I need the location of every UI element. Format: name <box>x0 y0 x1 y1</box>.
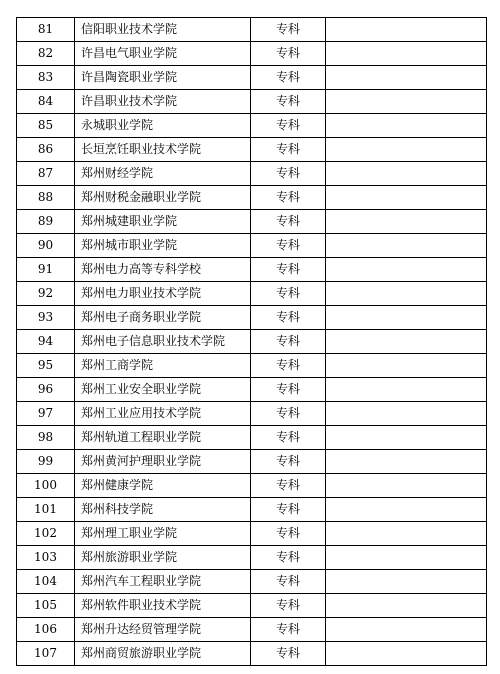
table-row <box>17 570 487 594</box>
table-row <box>17 138 487 162</box>
education-level-cell: 专科 <box>251 546 326 570</box>
table-row <box>17 90 487 114</box>
remark-cell <box>326 138 487 162</box>
institution-name-cell: 郑州工业应用技术学院 <box>75 402 251 426</box>
remark-cell <box>326 498 487 522</box>
row-number-cell: 84 <box>17 90 75 114</box>
education-level-cell: 专科 <box>251 18 326 42</box>
table-row <box>17 594 487 618</box>
institution-name-cell: 郑州城市职业学院 <box>75 234 251 258</box>
table-row <box>17 282 487 306</box>
table-row <box>17 522 487 546</box>
education-level-cell: 专科 <box>251 378 326 402</box>
row-number-cell: 95 <box>17 354 75 378</box>
institution-name-cell: 郑州电力高等专科学校 <box>75 258 251 282</box>
table-row <box>17 210 487 234</box>
row-number-cell: 89 <box>17 210 75 234</box>
row-number-cell: 90 <box>17 234 75 258</box>
remark-cell <box>326 66 487 90</box>
remark-cell <box>326 282 487 306</box>
institution-name-cell: 许昌职业技术学院 <box>75 90 251 114</box>
table-row <box>17 330 487 354</box>
row-number-cell: 92 <box>17 282 75 306</box>
remark-cell <box>326 186 487 210</box>
table-row <box>17 378 487 402</box>
remark-cell <box>326 474 487 498</box>
row-number-cell: 102 <box>17 522 75 546</box>
institution-name-cell: 郑州电力职业技术学院 <box>75 282 251 306</box>
remark-cell <box>326 258 487 282</box>
remark-cell <box>326 426 487 450</box>
institution-name-cell: 郑州汽车工程职业学院 <box>75 570 251 594</box>
education-level-cell: 专科 <box>251 570 326 594</box>
table-row <box>17 498 487 522</box>
row-number-cell: 82 <box>17 42 75 66</box>
education-level-cell: 专科 <box>251 282 326 306</box>
remark-cell <box>326 210 487 234</box>
institution-name-cell: 郑州升达经贸管理学院 <box>75 618 251 642</box>
row-number-cell: 85 <box>17 114 75 138</box>
table-row <box>17 402 487 426</box>
remark-cell <box>326 18 487 42</box>
remark-cell <box>326 162 487 186</box>
table-body <box>17 18 487 666</box>
remark-cell <box>326 42 487 66</box>
institution-name-cell: 郑州工业安全职业学院 <box>75 378 251 402</box>
education-level-cell: 专科 <box>251 258 326 282</box>
institution-name-cell: 郑州工商学院 <box>75 354 251 378</box>
table-row <box>17 546 487 570</box>
row-number-cell: 96 <box>17 378 75 402</box>
row-number-cell: 98 <box>17 426 75 450</box>
education-level-cell: 专科 <box>251 354 326 378</box>
row-number-cell: 97 <box>17 402 75 426</box>
education-level-cell: 专科 <box>251 162 326 186</box>
education-level-cell: 专科 <box>251 66 326 90</box>
remark-cell <box>326 450 487 474</box>
institution-name-cell: 郑州轨道工程职业学院 <box>75 426 251 450</box>
remark-cell <box>326 570 487 594</box>
remark-cell <box>326 594 487 618</box>
row-number-cell: 100 <box>17 474 75 498</box>
table-row <box>17 450 487 474</box>
education-level-cell: 专科 <box>251 522 326 546</box>
table-row <box>17 18 487 42</box>
remark-cell <box>326 522 487 546</box>
education-level-cell: 专科 <box>251 402 326 426</box>
row-number-cell: 106 <box>17 618 75 642</box>
education-level-cell: 专科 <box>251 186 326 210</box>
row-number-cell: 99 <box>17 450 75 474</box>
table-row <box>17 114 487 138</box>
institution-name-cell: 郑州商贸旅游职业学院 <box>75 642 251 666</box>
institution-name-cell: 郑州旅游职业学院 <box>75 546 251 570</box>
institution-name-cell: 永城职业学院 <box>75 114 251 138</box>
education-level-cell: 专科 <box>251 642 326 666</box>
education-level-cell: 专科 <box>251 210 326 234</box>
institution-name-cell: 郑州理工职业学院 <box>75 522 251 546</box>
row-number-cell: 83 <box>17 66 75 90</box>
institution-name-cell: 郑州科技学院 <box>75 498 251 522</box>
table-row <box>17 354 487 378</box>
row-number-cell: 94 <box>17 330 75 354</box>
institution-name-cell: 郑州健康学院 <box>75 474 251 498</box>
education-level-cell: 专科 <box>251 330 326 354</box>
education-level-cell: 专科 <box>251 90 326 114</box>
table-row <box>17 618 487 642</box>
row-number-cell: 103 <box>17 546 75 570</box>
institution-name-cell: 长垣烹饪职业技术学院 <box>75 138 251 162</box>
remark-cell <box>326 402 487 426</box>
row-number-cell: 81 <box>17 18 75 42</box>
row-number-cell: 87 <box>17 162 75 186</box>
remark-cell <box>326 234 487 258</box>
table-row <box>17 306 487 330</box>
table-row <box>17 162 487 186</box>
education-level-cell: 专科 <box>251 474 326 498</box>
institution-name-cell: 郑州财经学院 <box>75 162 251 186</box>
institution-table <box>16 17 487 666</box>
education-level-cell: 专科 <box>251 618 326 642</box>
row-number-cell: 104 <box>17 570 75 594</box>
remark-cell <box>326 306 487 330</box>
institution-name-cell: 郑州软件职业技术学院 <box>75 594 251 618</box>
table-row <box>17 234 487 258</box>
education-level-cell: 专科 <box>251 42 326 66</box>
table-row <box>17 42 487 66</box>
row-number-cell: 86 <box>17 138 75 162</box>
institution-name-cell: 信阳职业技术学院 <box>75 18 251 42</box>
remark-cell <box>326 642 487 666</box>
education-level-cell: 专科 <box>251 306 326 330</box>
table-row <box>17 186 487 210</box>
row-number-cell: 107 <box>17 642 75 666</box>
education-level-cell: 专科 <box>251 426 326 450</box>
education-level-cell: 专科 <box>251 450 326 474</box>
table-row <box>17 642 487 666</box>
row-number-cell: 88 <box>17 186 75 210</box>
education-level-cell: 专科 <box>251 138 326 162</box>
remark-cell <box>326 546 487 570</box>
institution-name-cell: 郑州电子信息职业技术学院 <box>75 330 251 354</box>
remark-cell <box>326 354 487 378</box>
education-level-cell: 专科 <box>251 498 326 522</box>
row-number-cell: 91 <box>17 258 75 282</box>
institution-name-cell: 许昌陶瓷职业学院 <box>75 66 251 90</box>
education-level-cell: 专科 <box>251 594 326 618</box>
institution-name-cell: 许昌电气职业学院 <box>75 42 251 66</box>
remark-cell <box>326 378 487 402</box>
row-number-cell: 105 <box>17 594 75 618</box>
education-level-cell: 专科 <box>251 114 326 138</box>
remark-cell <box>326 330 487 354</box>
row-number-cell: 101 <box>17 498 75 522</box>
remark-cell <box>326 618 487 642</box>
institution-name-cell: 郑州财税金融职业学院 <box>75 186 251 210</box>
education-level-cell: 专科 <box>251 234 326 258</box>
table-row <box>17 474 487 498</box>
table-row <box>17 66 487 90</box>
institution-name-cell: 郑州城建职业学院 <box>75 210 251 234</box>
remark-cell <box>326 90 487 114</box>
remark-cell <box>326 114 487 138</box>
institution-name-cell: 郑州黄河护理职业学院 <box>75 450 251 474</box>
table-row <box>17 258 487 282</box>
row-number-cell: 93 <box>17 306 75 330</box>
institution-name-cell: 郑州电子商务职业学院 <box>75 306 251 330</box>
document-page <box>16 17 486 666</box>
table-row <box>17 426 487 450</box>
